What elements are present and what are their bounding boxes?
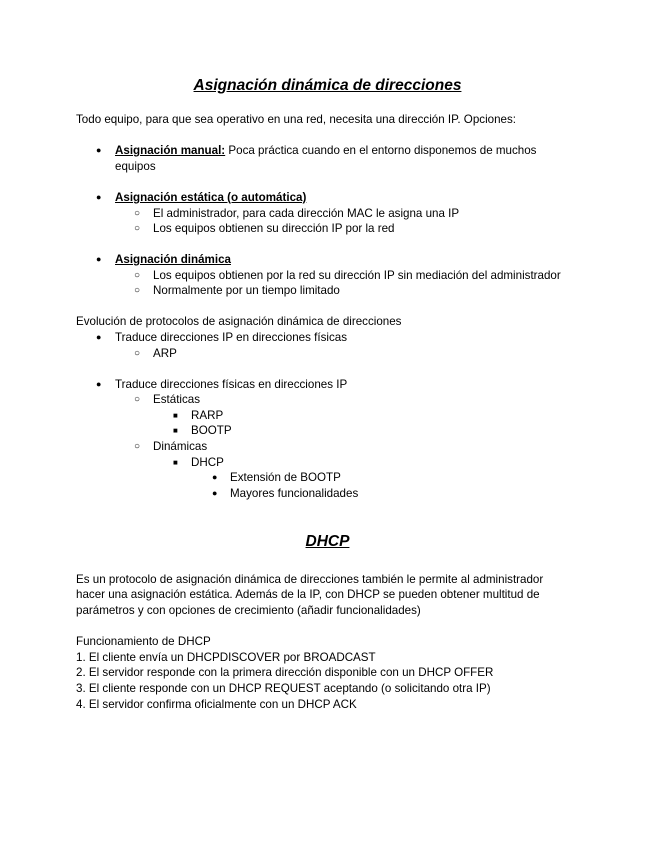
bullet-square-icon: ■ [173,411,178,420]
bullet-disc-icon: ● [96,254,102,264]
list-item: DHCP [191,456,224,469]
step-item: 3. El cliente responde con un DHCP REQUEST aceptando (o solicitando otra IP) [76,682,491,695]
step-item: 2. El servidor responde con la primera dirección disponible con un DHCP OFFER [76,666,494,679]
bullet-disc-icon: ● [96,145,102,155]
list-item: Normalmente por un tiempo limitado [153,284,340,297]
bullet-disc-icon: ● [96,379,102,389]
bullet-disc-icon: ● [96,332,102,342]
list-item: RARP [191,409,224,422]
step-item: 1. El cliente envía un DHCPDISCOVER por BROADCAST [76,651,376,664]
list-item: Mayores funcionalidades [230,487,359,500]
option-manual [115,143,536,158]
list-item: BOOTP [191,424,232,437]
page-title: Asignación dinámica de direcciones [193,77,462,94]
bullet-disc-icon: ● [212,488,218,498]
bullet-circle-icon: ○ [134,208,141,219]
bullet-square-icon: ■ [173,458,178,467]
bullet-circle-icon: ○ [134,441,141,452]
option-manual-text-cont: equipos [115,160,156,173]
step-item: 4. El servidor confirma oficialmente con un DHCP ACK [76,698,357,711]
list-item: Estáticas [153,393,201,406]
evolution-heading: Evolución de protocolos de asignación dinámica de direcciones [76,315,402,328]
term-static: Asignación estática (o automática) [115,191,307,204]
list-item: Dinámicas [153,440,208,453]
list-item: Los equipos obtienen su dirección IP por la red [153,222,395,235]
list-item: Traduce direcciones físicas en direcciones IP [115,378,348,391]
list-item: Los equipos obtienen por la red su dirección IP sin mediación del administrador [153,269,561,282]
bullet-disc-icon: ● [212,472,218,482]
dhcp-paragraph-line: Es un protocolo de asignación dinámica de direcciones también le permite al administrador [76,573,544,586]
bullet-circle-icon: ○ [134,348,141,359]
bullet-circle-icon: ○ [134,394,141,405]
bullet-circle-icon: ○ [134,223,141,234]
dhcp-paragraph-line: parámetros y con opciones de crecimiento (añadir funcionalidades) [76,604,421,617]
intro-paragraph: Todo equipo, para que sea operativo en una red, necesita una dirección IP. Opciones: [76,113,517,126]
func-heading: Funcionamiento de DHCP [76,635,211,648]
section-title-dhcp: DHCP [305,533,350,550]
bullet-circle-icon: ○ [134,285,141,296]
bullet-square-icon: ■ [173,426,178,435]
dhcp-paragraph-line: hacer una asignación estática. Además de la IP, con DHCP se pueden obtener multitud de [76,588,540,601]
term-dynamic: Asignación dinámica [115,253,231,266]
list-item: Extensión de BOOTP [230,471,341,484]
bullet-disc-icon: ● [96,192,102,202]
list-item: ARP [153,347,177,360]
option-manual-text: Poca práctica cuando en el entorno disponemos de muchos [225,144,537,157]
list-item: El administrador, para cada dirección MAC le asigna una IP [153,207,460,220]
bullet-circle-icon: ○ [134,270,141,281]
term-manual: Asignación manual: [115,144,226,157]
list-item: Traduce direcciones IP en direcciones físicas [115,331,347,344]
